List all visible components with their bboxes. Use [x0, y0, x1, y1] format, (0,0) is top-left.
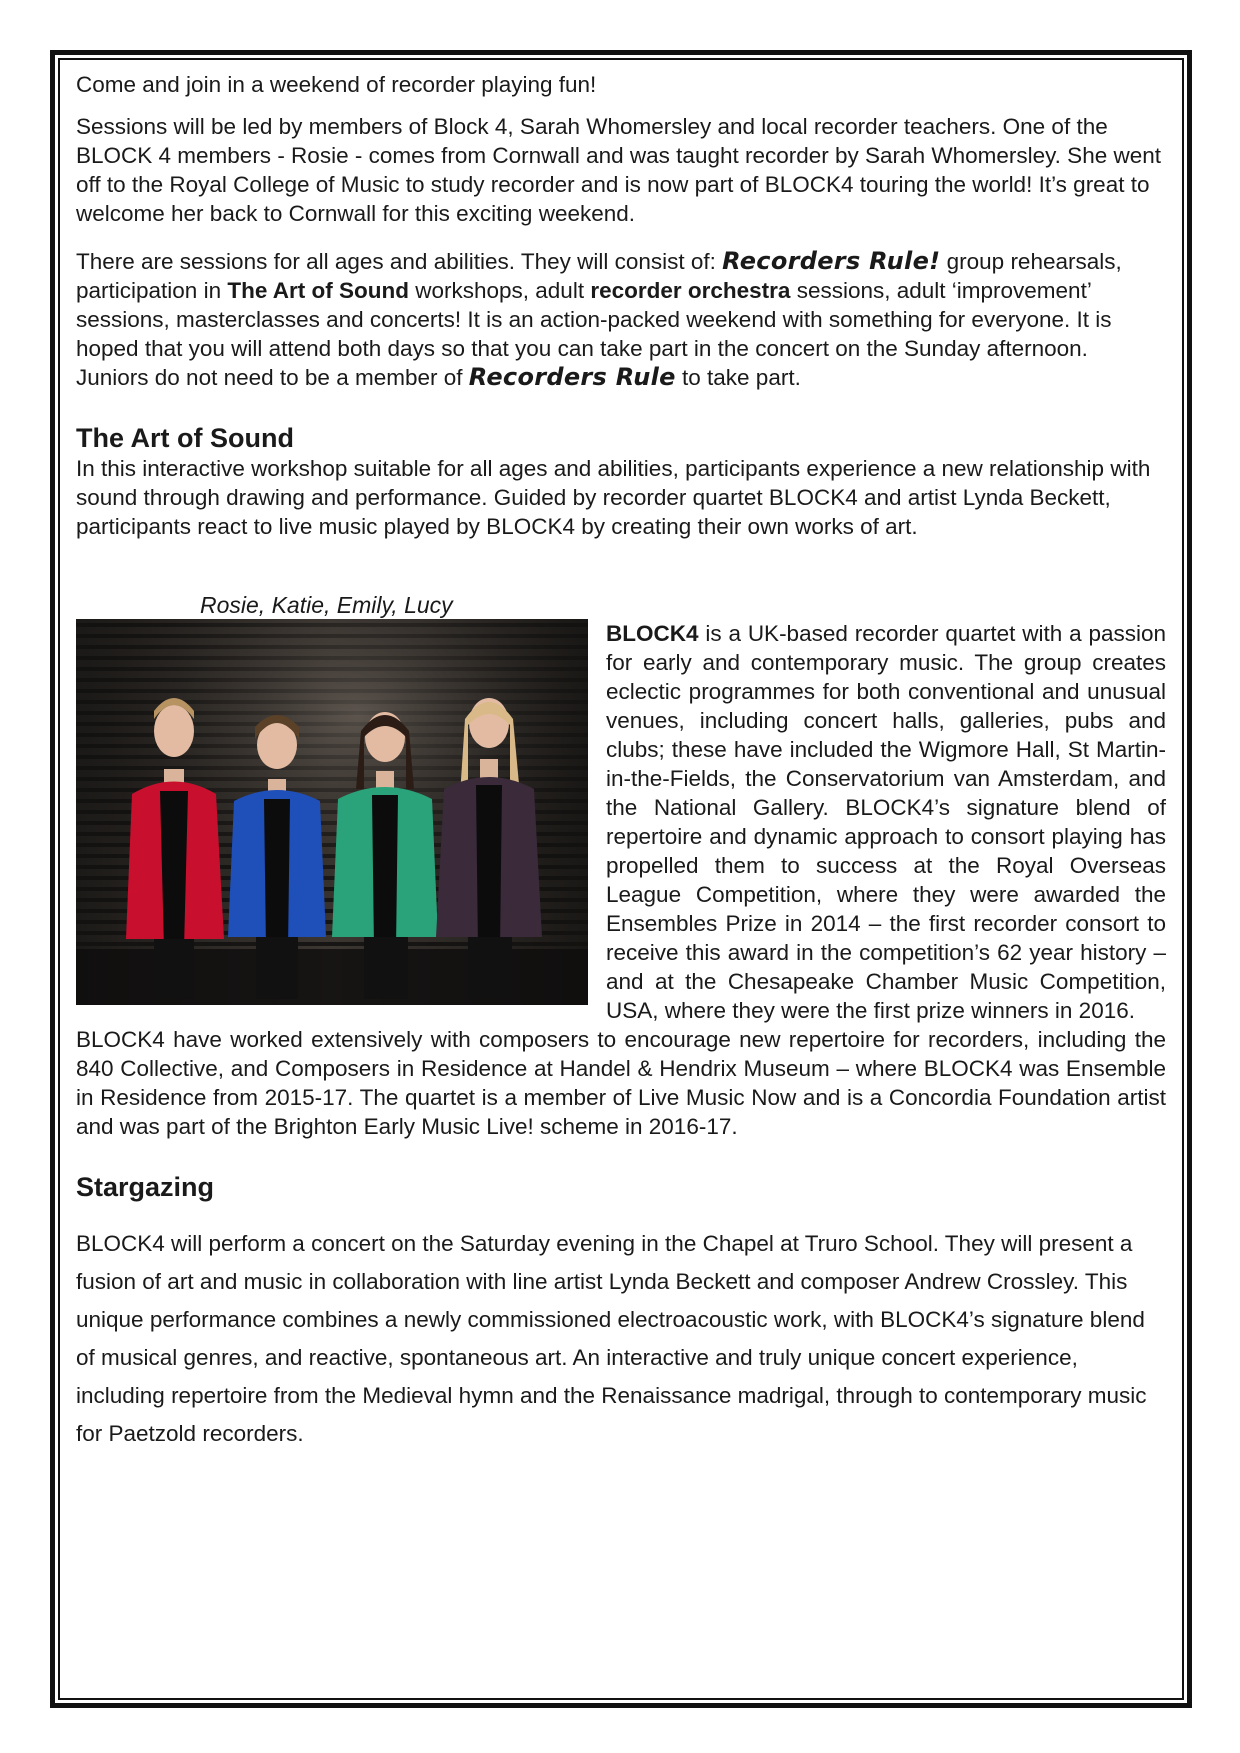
- photo-caption: Rosie, Katie, Emily, Lucy: [200, 592, 453, 618]
- sessions-text-e: to take part.: [675, 365, 801, 390]
- stargazing-text: BLOCK4 will perform a concert on the Saturday evening in the Chapel at Truro School. They will present a fusion of art and music in collaboration with line artist Lynda Beckett and composer Andrew Crossley. This unique performance combines a newly commissioned electroacoustic work, with BLOCK4’s signature blend of musical genres, and reactive, spontaneous art. An interactive and truly unique concert experience, including repertoire from the Medieval hymn and the Renaissance madrigal, through to contemporary music for Paetzold recorders.: [76, 1231, 1147, 1446]
- intro-line: Come and join in a weekend of recorder playing fun!: [76, 72, 597, 97]
- sessions-text-a: There are sessions for all ages and abilities. They will consist of:: [76, 249, 723, 274]
- recorders-rule-logo-text-2: Recorders Rule: [468, 363, 676, 391]
- sessions-text-c: workshops, adult: [408, 278, 591, 303]
- recorder-orchestra-bold: recorder orchestra: [590, 278, 791, 303]
- sessions-text-d: sessions, adult ‘improvement’ sessions, masterclasses and concerts! It is an action-packed weekend with something for everyone. It is hoped that you will attend both days so that you can take part in the concert on the Sunday afternoon. Juniors do not need to be a member of: [76, 278, 1112, 390]
- intro-paragraph: Sessions will be led by members of Block 4, Sarah Whomersley and local recorder teachers. One of the BLOCK 4 members - Rosie - comes from Cornwall and was taught recorder by Sarah Whomersley. She went off to the Royal College of Music to study recorder and is now part of BLOCK4 touring the world! It’s great to welcome her back to Cornwall for this exciting weekend.: [76, 114, 1161, 226]
- sessions-paragraph: [76, 247, 1166, 392]
- block4-bio-continued: BLOCK4 have worked extensively with composers to encourage new repertoire for recorders, including the 840 Collective, and Composers in Residence at Handel & Hendrix Museum – where BLOCK4 was Ensemble in Residence from 2015-17. The quartet is a member of Live Music Now and is a Concordia Foundation artist and was part of the Brighton Early Music Live! scheme in 2016-17.: [76, 1027, 1166, 1139]
- sessions-text-b: group rehearsals, participation in: [76, 249, 1122, 303]
- page-content: [76, 70, 1166, 1453]
- recorders-rule-logo-text: Recorders Rule!: [722, 247, 941, 275]
- art-of-sound-heading: The Art of Sound: [76, 423, 294, 453]
- quartet-photo-illustration: [76, 619, 588, 1005]
- art-of-sound-text: In this interactive workshop suitable for all ages and abilities, participants experience a new relationship with sound through drawing and performance. Guided by recorder quartet BLOCK4 and artist Lynda Beckett, participants react to live music played by BLOCK4 by creating their own works of art.: [76, 456, 1151, 539]
- block4-name: BLOCK4: [606, 621, 699, 646]
- block4-bio-text: is a UK-based recorder quartet with a passion for early and contemporary music. The group creates eclectic programmes for both conventional and unusual venues, including concert halls, galleries, pubs and clubs; these have included the Wigmore Hall, St Martin-in-the-Fields, the Conservatorium van Amsterdam, and the National Gallery. BLOCK4’s signature blend of repertoire and dynamic approach to consort playing has propelled them to success at the Royal Overseas League Competition, where they were awarded the Ensembles Prize in 2014 – the first recorder consort to receive this award in the competition’s 62 year history – and at the Chesapeake Chamber Music Competition, USA, where they were the first prize winners in 2016.: [606, 621, 1166, 1023]
- quartet-photo: [76, 619, 588, 1005]
- stargazing-heading: Stargazing: [76, 1172, 215, 1202]
- art-of-sound-bold: The Art of Sound: [227, 278, 409, 303]
